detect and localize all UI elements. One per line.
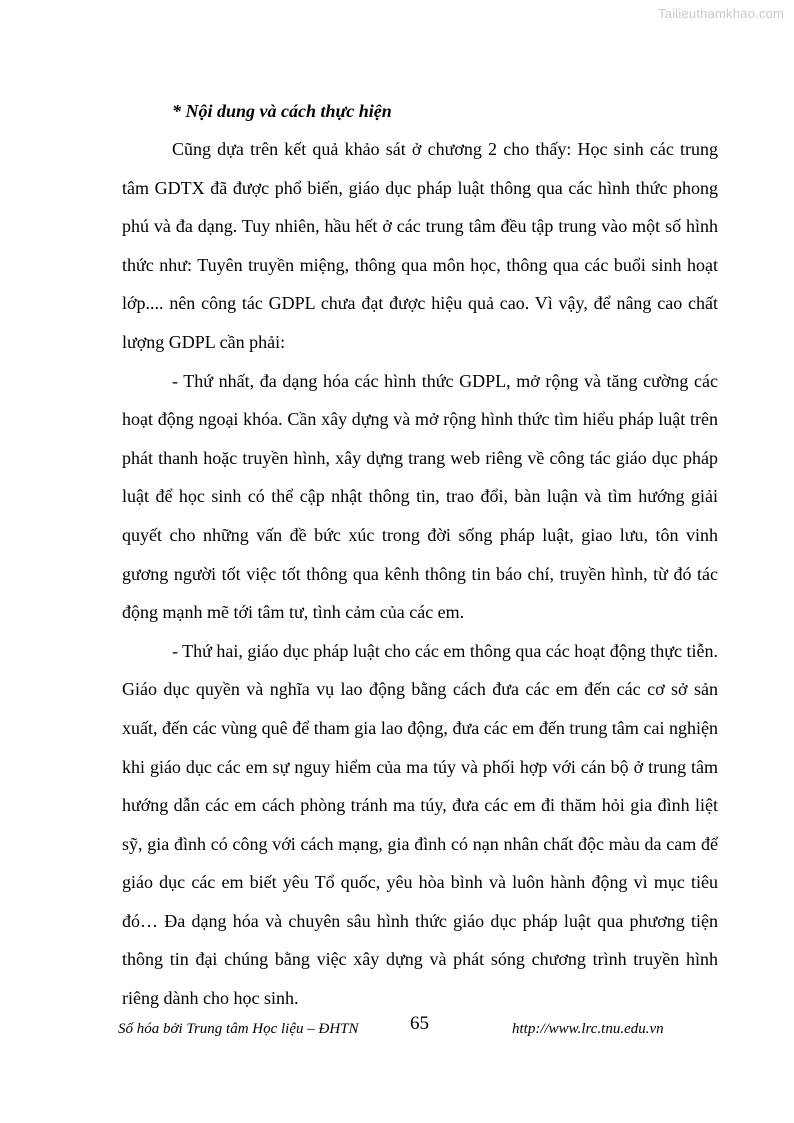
footer-url: http://www.lrc.tnu.edu.vn (512, 1021, 664, 1037)
footer-source: Số hóa bởi Trung tâm Học liệu – ĐHTN (118, 1021, 359, 1037)
page-footer (118, 1013, 718, 1037)
document-body (122, 92, 718, 1018)
paragraph-second-point: - Thứ hai, giáo dục pháp luật cho các em thông qua các hoạt động thực tiễn. Giáo dục quyền và nghĩa vụ lao động bằng cách đưa các em đến các cơ sở sản xuất, đến các vùng quê để tham gia lao động, đưa các em đến trung tâm cai nghiện khi giáo dục các em sự nguy hiểm của ma túy và phối hợp với cán bộ ở trung tâm hướng dẫn các em cách phòng tránh ma túy, đưa các em đi thăm hỏi gia đình liệt sỹ, gia đình có công với cách mạng, gia đình có nạn nhân chất độc màu da cam để giáo dục các em biết yêu Tổ quốc, yêu hòa bình và luôn hành động vì mục tiêu đó… Đa dạng hóa và chuyên sâu hình thức giáo dục pháp luật qua phương tiện thông tin đại chúng bằng việc xây dựng và phát sóng chương trình truyền hình riêng dành cho học sinh. (122, 640, 719, 1009)
section-heading: * Nội dung và cách thực hiện (172, 101, 392, 121)
page-number: 65 (410, 1013, 429, 1034)
paragraph-first-point: - Thứ nhất, đa dạng hóa các hình thức GDPL, mở rộng và tăng cường các hoạt động ngoại khóa. Cần xây dựng và mở rộng hình thức tìm hiểu pháp luật trên phát thanh hoặc truyền hình, xây dựng trang web riêng về công tác giáo dục pháp luật để học sinh có thể cập nhật thông tin, trao đổi, bàn luận và tìm hướng giải quyết cho những vấn đề bức xúc trong đời sống pháp luật, giao lưu, tôn vinh gương người tốt việc tốt thông qua kênh thông tin báo chí, truyền hình, từ đó tác động mạnh mẽ tới tâm tư, tình cảm của các em. (122, 370, 718, 623)
paragraph-intro: Cũng dựa trên kết quả khảo sát ở chương 2 cho thấy: Học sinh các trung tâm GDTX đã được phổ biến, giáo dục pháp luật thông qua các hình thức phong phú và đa dạng. Tuy nhiên, hầu hết ở các trung tâm đều tập trung vào một số hình thức như: Tuyên truyền miệng, thông qua môn học, thông qua các buổi sinh hoạt lớp.... nên công tác GDPL chưa đạt được hiệu quả cao. Vì vậy, để nâng cao chất lượng GDPL cần phải: (122, 139, 718, 352)
watermark: Tailieuthamkhao.com (658, 6, 784, 21)
